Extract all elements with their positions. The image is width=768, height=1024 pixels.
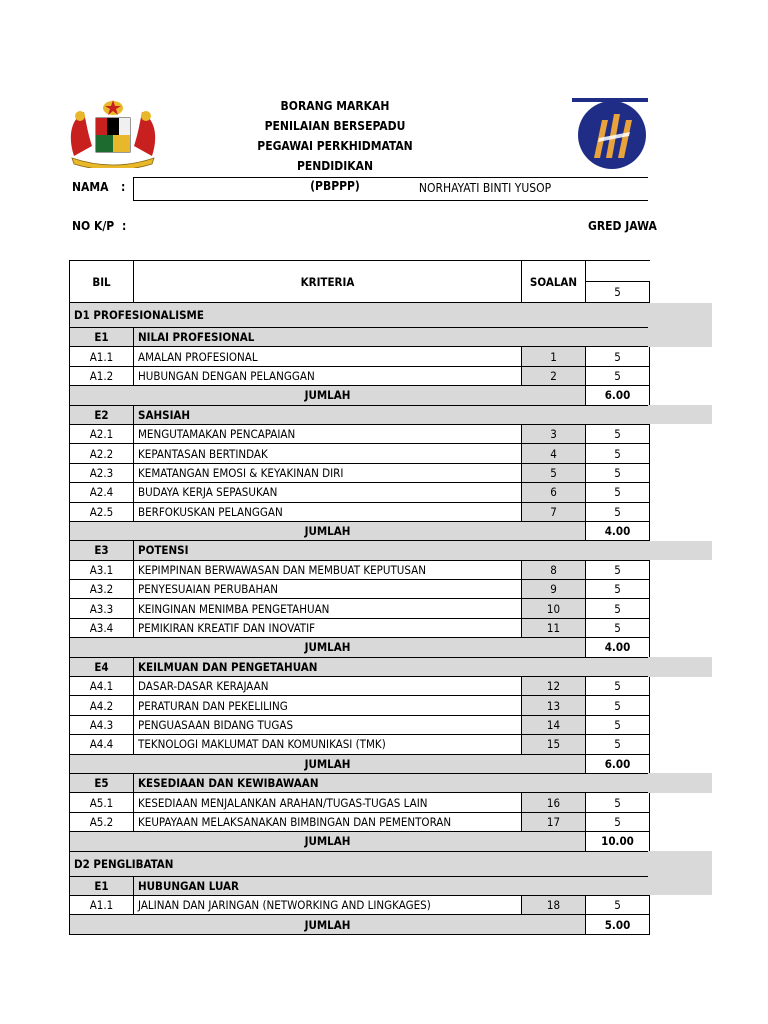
item-score[interactable]: 5 <box>586 677 650 696</box>
item-kriteria: PERATURAN DAN PEKELILING <box>134 696 522 715</box>
jumlah-row <box>70 915 650 934</box>
item-score[interactable]: 5 <box>586 812 650 831</box>
group-row <box>70 773 650 792</box>
jumlah-label: JUMLAH <box>70 638 586 657</box>
item-bil: A4.4 <box>70 735 134 754</box>
group-row <box>70 405 650 424</box>
group-name: KESEDIAAN DAN KEWIBAWAAN <box>134 773 650 792</box>
item-bil: A2.3 <box>70 463 134 482</box>
item-soalan: 9 <box>522 580 586 599</box>
section-title: D2 PENGLIBATAN <box>70 851 650 876</box>
item-bil: A1.2 <box>70 366 134 385</box>
group-row <box>70 657 650 676</box>
item-score[interactable]: 5 <box>586 895 650 914</box>
item-bil: A1.1 <box>70 895 134 914</box>
group-row <box>70 541 650 560</box>
item-soalan: 8 <box>522 560 586 579</box>
item-bil: A2.5 <box>70 502 134 521</box>
shaded-row-extension <box>648 405 712 424</box>
table-row <box>70 895 650 914</box>
item-bil: A5.1 <box>70 793 134 812</box>
item-soalan: 3 <box>522 424 586 443</box>
item-kriteria: PENGUASAAN BIDANG TUGAS <box>134 715 522 734</box>
item-soalan: 1 <box>522 347 586 366</box>
item-bil: A3.1 <box>70 560 134 579</box>
item-bil: A3.3 <box>70 599 134 618</box>
item-kriteria: KEPIMPINAN BERWAWASAN DAN MEMBUAT KEPUTUSAN <box>134 560 522 579</box>
jumlah-value: 6.00 <box>586 386 650 405</box>
group-code: E1 <box>70 876 134 895</box>
jumlah-value: 5.00 <box>586 915 650 934</box>
table-row <box>70 793 650 812</box>
group-name: HUBUNGAN LUAR <box>134 876 650 895</box>
table-row <box>70 735 650 754</box>
nama-value: NORHAYATI BINTI YUSOP <box>418 181 552 195</box>
item-score[interactable]: 5 <box>586 424 650 443</box>
shaded-row-extension <box>648 303 712 328</box>
item-soalan: 10 <box>522 599 586 618</box>
jumlah-label: JUMLAH <box>70 832 586 851</box>
table-row <box>70 366 650 385</box>
item-score[interactable]: 5 <box>586 696 650 715</box>
item-bil: A2.2 <box>70 444 134 463</box>
title-line-2: PENILAIAN BERSEPADU <box>264 119 406 133</box>
item-soalan: 13 <box>522 696 586 715</box>
gred-label: GRED JAWA <box>588 219 657 233</box>
nama-colon: : <box>121 180 126 194</box>
table-row <box>70 444 650 463</box>
item-soalan: 16 <box>522 793 586 812</box>
shaded-row-extension <box>648 876 712 895</box>
ministry-logo <box>572 98 648 170</box>
item-soalan: 4 <box>522 444 586 463</box>
group-name: POTENSI <box>134 541 650 560</box>
item-score[interactable]: 5 <box>586 502 650 521</box>
item-score[interactable]: 5 <box>586 793 650 812</box>
item-kriteria: HUBUNGAN DENGAN PELANGGAN <box>134 366 522 385</box>
item-bil: A4.1 <box>70 677 134 696</box>
jumlah-row <box>70 386 650 405</box>
item-soalan: 18 <box>522 895 586 914</box>
item-score[interactable]: 5 <box>586 483 650 502</box>
group-code: E1 <box>70 328 134 347</box>
item-bil: A2.1 <box>70 424 134 443</box>
title-line-1: BORANG MARKAH <box>280 99 390 113</box>
item-kriteria: PEMIKIRAN KREATIF DAN INOVATIF <box>134 618 522 637</box>
title-line-4: (PBPPP) <box>310 179 360 193</box>
item-kriteria: AMALAN PROFESIONAL <box>134 347 522 366</box>
item-bil: A3.4 <box>70 618 134 637</box>
header-kriteria: KRITERIA <box>134 261 522 303</box>
table-row <box>70 347 650 366</box>
item-soalan: 2 <box>522 366 586 385</box>
section-title: D1 PROFESIONALISME <box>70 303 650 328</box>
item-kriteria: DASAR-DASAR KERAJAAN <box>134 677 522 696</box>
jumlah-value: 6.00 <box>586 754 650 773</box>
table-row <box>70 599 650 618</box>
nama-label: NAMA <box>72 180 109 194</box>
table-row <box>70 715 650 734</box>
item-score[interactable]: 5 <box>586 580 650 599</box>
jumlah-row <box>70 638 650 657</box>
table-row <box>70 696 650 715</box>
jumlah-value: 4.00 <box>586 521 650 540</box>
item-kriteria: MENGUTAMAKAN PENCAPAIAN <box>134 424 522 443</box>
shaded-row-extension <box>648 773 712 792</box>
item-score[interactable]: 5 <box>586 347 650 366</box>
item-soalan: 7 <box>522 502 586 521</box>
item-soalan: 11 <box>522 618 586 637</box>
item-soalan: 15 <box>522 735 586 754</box>
header-bil: BIL <box>70 261 134 303</box>
item-soalan: 14 <box>522 715 586 734</box>
item-kriteria: KEINGINAN MENIMBA PENGETAHUAN <box>134 599 522 618</box>
item-kriteria: BERFOKUSKAN PELANGGAN <box>134 502 522 521</box>
item-score[interactable]: 5 <box>586 444 650 463</box>
header-score-top <box>586 261 650 282</box>
header-score-sub: 5 <box>586 282 650 303</box>
group-code: E2 <box>70 405 134 424</box>
table-row <box>70 463 650 482</box>
group-code: E5 <box>70 773 134 792</box>
jumlah-label: JUMLAH <box>70 754 586 773</box>
jumlah-row <box>70 832 650 851</box>
jumlah-row <box>70 754 650 773</box>
item-score[interactable]: 5 <box>586 560 650 579</box>
table-row <box>70 424 650 443</box>
item-score[interactable]: 5 <box>586 618 650 637</box>
shaded-row-extension <box>648 541 712 560</box>
item-bil: A1.1 <box>70 347 134 366</box>
item-kriteria: KEUPAYAAN MELAKSANAKAN BIMBINGAN DAN PEMENTORAN <box>134 812 522 831</box>
jumlah-label: JUMLAH <box>70 521 586 540</box>
item-score[interactable]: 5 <box>586 715 650 734</box>
item-kriteria: TEKNOLOGI MAKLUMAT DAN KOMUNIKASI (TMK) <box>134 735 522 754</box>
item-kriteria: PENYESUAIAN PERUBAHAN <box>134 580 522 599</box>
item-soalan: 5 <box>522 463 586 482</box>
item-score[interactable]: 5 <box>586 735 650 754</box>
section-row <box>70 303 650 328</box>
item-score[interactable]: 5 <box>586 366 650 385</box>
nokp-label: NO K/P <box>72 219 115 233</box>
item-bil: A3.2 <box>70 580 134 599</box>
item-soalan: 12 <box>522 677 586 696</box>
item-kriteria: KESEDIAAN MENJALANKAN ARAHAN/TUGAS-TUGAS LAIN <box>134 793 522 812</box>
item-kriteria: KEPANTASAN BERTINDAK <box>134 444 522 463</box>
item-kriteria: BUDAYA KERJA SEPASUKAN <box>134 483 522 502</box>
table-row <box>70 580 650 599</box>
nokp-colon: : <box>122 219 127 233</box>
shaded-row-extension <box>648 851 712 876</box>
group-name: SAHSIAH <box>134 405 650 424</box>
item-bil: A4.3 <box>70 715 134 734</box>
table-row <box>70 483 650 502</box>
group-name: KEILMUAN DAN PENGETAHUAN <box>134 657 650 676</box>
item-bil: A4.2 <box>70 696 134 715</box>
jumlah-row <box>70 521 650 540</box>
group-code: E4 <box>70 657 134 676</box>
coat-of-arms-logo <box>66 98 160 168</box>
table-row <box>70 812 650 831</box>
item-bil: A2.4 <box>70 483 134 502</box>
table-row <box>70 677 650 696</box>
table-row <box>70 560 650 579</box>
group-row <box>70 876 650 895</box>
jumlah-label: JUMLAH <box>70 915 586 934</box>
jumlah-label: JUMLAH <box>70 386 586 405</box>
criteria-table <box>69 260 650 935</box>
item-soalan: 6 <box>522 483 586 502</box>
jumlah-value: 4.00 <box>586 638 650 657</box>
title-line-3: PEGAWAI PERKHIDMATAN PENDIDIKAN <box>257 139 413 173</box>
group-code: E3 <box>70 541 134 560</box>
item-kriteria: JALINAN DAN JARINGAN (NETWORKING AND LINGKAGES) <box>134 895 522 914</box>
shaded-row-extension <box>648 328 712 347</box>
header-soalan: SOALAN <box>522 261 586 303</box>
section-row <box>70 851 650 876</box>
group-name: NILAI PROFESIONAL <box>134 328 650 347</box>
item-soalan: 17 <box>522 812 586 831</box>
item-score[interactable]: 5 <box>586 463 650 482</box>
group-row <box>70 328 650 347</box>
item-bil: A5.2 <box>70 812 134 831</box>
table-row <box>70 618 650 637</box>
table-row <box>70 502 650 521</box>
jumlah-value: 10.00 <box>586 832 650 851</box>
shaded-row-extension <box>648 657 712 676</box>
item-score[interactable]: 5 <box>586 599 650 618</box>
item-kriteria: KEMATANGAN EMOSI & KEYAKINAN DIRI <box>134 463 522 482</box>
